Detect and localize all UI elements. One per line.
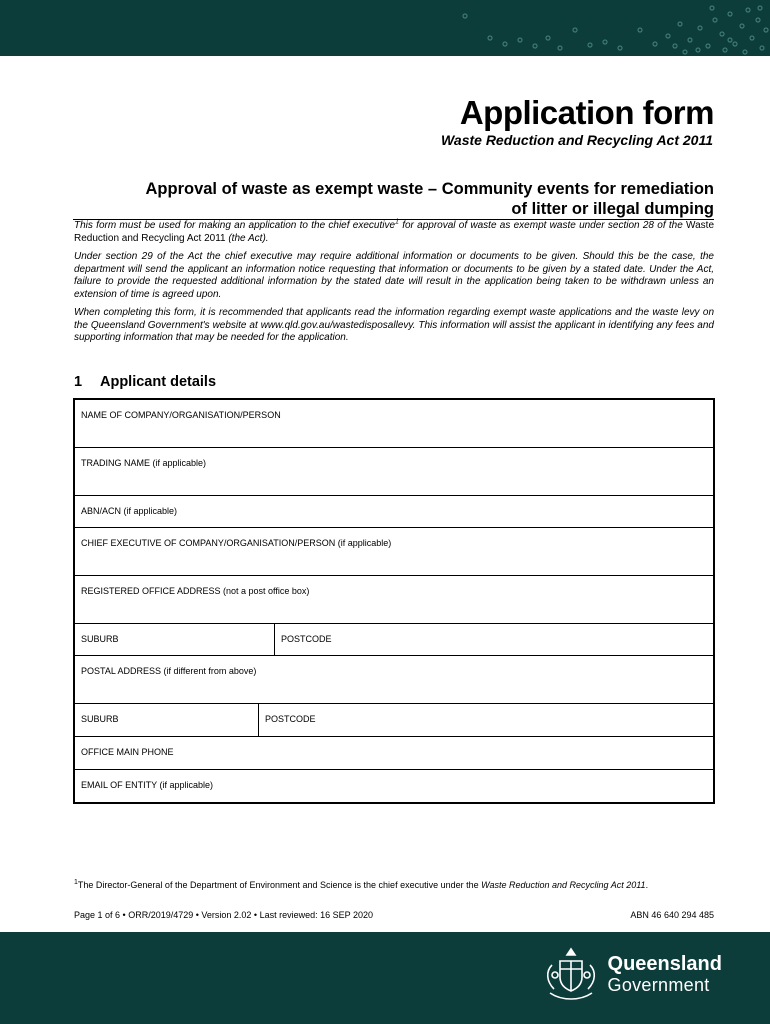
field-postal-address[interactable] (75, 656, 713, 704)
logo-line-1: Queensland (607, 953, 722, 975)
field-office-main-phone[interactable] (75, 737, 713, 770)
field-suburb-1[interactable]: SUBURB (75, 624, 275, 655)
section-title-text: Applicant details (100, 374, 217, 390)
row-suburb-postcode-1 (75, 624, 713, 656)
field-postcode-2[interactable]: POSTCODE (265, 714, 316, 724)
form-heading-line1: Approval of waste as exempt waste – Community events for remediation (145, 180, 714, 198)
field-label: NAME OF COMPANY/ORGANISATION/PERSON (81, 410, 281, 420)
section-number: 1 (74, 374, 83, 390)
intro-text (74, 220, 714, 351)
field-company-name[interactable] (75, 400, 713, 448)
field-postcode-1[interactable]: POSTCODE (281, 634, 332, 644)
form-heading (74, 179, 714, 219)
field-label: CHIEF EXECUTIVE OF COMPANY/ORGANISATION/PERSON (if applicable) (81, 538, 392, 548)
intro-paragraph-2: Under section 29 of the Act the chief executive may require additional information or documents to be given. Should this be the case, the department will send the applicant an information notice requesting that information or documents to be given by a stated date. Under the Act, failure to provide the requested additional information by the stated date will result in the application being taken to be withdrawn unless an extension of time is agreed upon. (74, 251, 714, 300)
field-label: ABN/ACN (if applicable) (81, 506, 178, 516)
field-label: OFFICE MAIN PHONE (81, 747, 174, 757)
queensland-crest-icon (542, 945, 600, 1003)
field-trading-name[interactable] (75, 448, 713, 496)
page-footer-info: Page 1 of 6 • ORR/2019/4729 • Version 2.02 • Last reviewed: 16 SEP 2020 (74, 910, 373, 920)
section-title-applicant-details (74, 374, 216, 390)
applicant-details-form (73, 398, 715, 804)
queensland-government-logo (542, 945, 722, 1003)
intro-paragraph-1: This form must be used for making an application to the chief executive$^1$ for approval of waste as exempt waste under section 28 of the Waste Reduction and Recycling Act 2011 (the Act). (74, 218, 714, 244)
logo-line-2: Government (607, 975, 710, 995)
field-chief-executive[interactable] (75, 528, 713, 576)
footnote: $^1$The Director-General of the Department of Environment and Science is the chief executive under the Waste Reduction and Recycling Act 2011. (74, 879, 649, 890)
field-abn-acn[interactable] (75, 496, 713, 528)
field-label: TRADING NAME (if applicable) (81, 458, 207, 468)
logo-wordmark (608, 954, 722, 994)
decorative-dot-pattern (0, 0, 770, 56)
field-suburb-2[interactable]: SUBURB (75, 704, 259, 736)
intro-paragraph-3: When completing this form, it is recommended that applicants read the information regarding exempt waste applications and the waste levy on the Queensland Government's website at www.qld.gov.au/wastedisposallevy. This information will assist the applicant in identifying any fees and supporting information that may be needed for the application. (74, 307, 714, 343)
footer-band (0, 932, 770, 1024)
row-suburb-postcode-2 (75, 704, 713, 737)
page-title: Application form (459, 94, 714, 131)
header-band (0, 0, 770, 56)
page-subtitle: Waste Reduction and Recycling Act 2011 (440, 132, 713, 148)
field-label: POSTAL ADDRESS (if different from above) (81, 666, 257, 676)
field-label: EMAIL OF ENTITY (if applicable) (81, 780, 214, 790)
footnote-number: 1 (74, 879, 78, 886)
field-registered-office-address[interactable] (75, 576, 713, 624)
form-heading-line2: of litter or illegal dumping (511, 200, 714, 218)
page-footer-abn: ABN 46 640 294 485 (630, 910, 714, 920)
footnote-marker: 1 (395, 218, 399, 226)
field-label: REGISTERED OFFICE ADDRESS (not a post office box) (81, 586, 310, 596)
field-email-of-entity[interactable] (75, 770, 713, 802)
